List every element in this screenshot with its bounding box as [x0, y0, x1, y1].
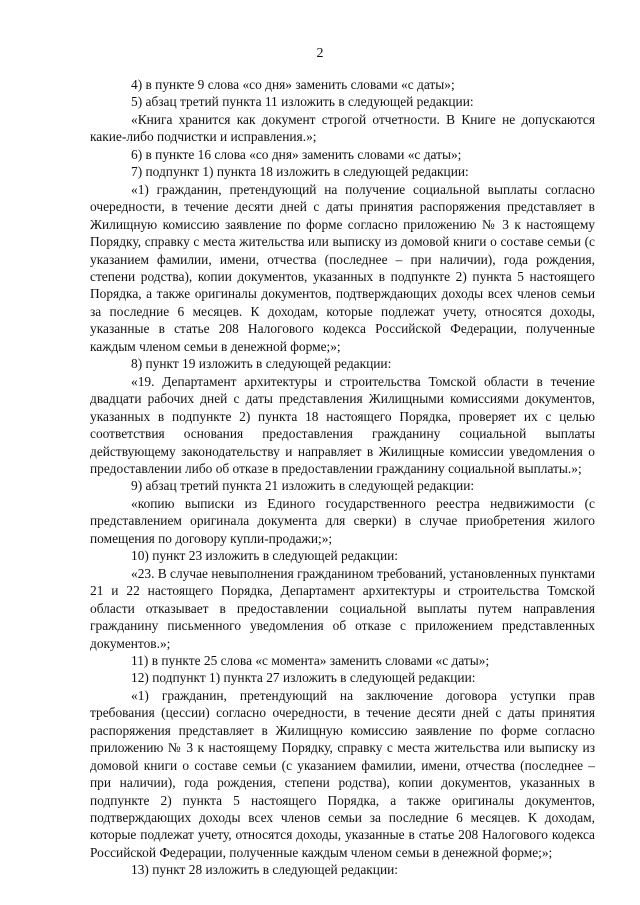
paragraph-item-10: 10) пункт 23 изложить в следующей редакции: [131, 548, 399, 564]
paragraph-item-5: 5) абзац третий пункта 11 изложить в следующей редакции: [131, 94, 474, 110]
paragraph-quote-clause-23: «23. В случае невыполнения гражданином требований, установленных пунктами 21 и 22 настоящего Порядка, Департамент архитектуры и строительства Томской области отказывает в предоставлении социальной выплаты путем направления гражданину письменного уведомления об отказе с приложением представленных документов.»; [90, 565, 595, 651]
paragraph-item-11: 11) в пункте 25 слова «с момента» заменить словами «с даты»; [131, 652, 490, 668]
paragraph-quote-clause-21: «копию выписки из Единого государственного реестра недвижимости (с представлением оригинала документа для сверки) в случае приобретения жилого помещения по договору купли-продажи;»; [90, 495, 595, 546]
paragraph-quote-clause-27: «1) гражданин, претендующий на заключение договора уступки прав требования (цессии) согласно очередности, в течение десяти дней с даты принятия распоряжения представляет в Жилищную комиссию заявление по форме согласно приложению № 3 к настоящему Порядку, справку с места жительства или выписку из домовой книги о составе семьи (с указанием фамилии, имени, отчества (последнее – при наличии), года рождения, степени родства), копии документов, указанных в подпункте 2) пункта 5 настоящего Порядка, а также оригиналы документов, подтверждающих доходы всех членов семьи за последние 6 месяцев. К доходам, которые подлежат учету, относятся доходы, указанные в статье 208 Налогового кодекса Российской Федерации, полученные каждым членом семьи в денежной форме;»; [90, 687, 595, 860]
paragraph-quote-clause-19: «19. Департамент архитектуры и строительства Томской области в течение двадцати рабочих дней с даты представления Жилищными комиссиями документов, указанных в подпункте 2) пункта 18 настоящего Порядка, проверяет их с целью соответствия основания предоставления гражданину социальной выплаты действующему законодательству и направляет в Жилищные комиссии уведомления о предоставлении либо об отказе в предоставлении гражданину социальной выплаты.»; [90, 373, 595, 476]
document-body [90, 76, 595, 879]
paragraph-item-7: 7) подпункт 1) пункта 18 изложить в следующей редакции: [131, 164, 469, 180]
paragraph-item-9: 9) абзац третий пункта 21 изложить в следующей редакции: [131, 478, 475, 494]
paragraph-quote-clause-18: «1) гражданин, претендующий на получение социальной выплаты согласно очередности, в течение десяти дней с даты принятия распоряжения представляет в Жилищную комиссию заявление по форме согласно приложению № 3 к настоящему Порядку, справку с места жительства или выписку из домовой книги о составе семьи (с указанием фамилии, имени, отчества (последнее – при наличии), года рождения, степени родства), копии документов, указанных в подпункте 2) пункта 5 настоящего Порядка, а также оригиналы документов, подтверждающих доходы всех членов семьи за последние 6 месяцев. К доходам, которые подлежат учету, относятся доходы, указанные в статье 208 Налогового кодекса Российской Федерации, полученные каждым членом семьи в денежной форме;»; [90, 181, 595, 354]
paragraph-item-13: 13) пункт 28 изложить в следующей редакции: [131, 862, 399, 878]
paragraph-item-8: 8) пункт 19 изложить в следующей редакции: [131, 356, 392, 372]
paragraph-item-4: 4) в пункте 9 слова «со дня» заменить словами «с даты»; [131, 77, 455, 92]
page-number: 2 [316, 46, 324, 61]
paragraph-item-12: 12) подпункт 1) пункта 27 изложить в следующей редакции: [131, 670, 476, 686]
paragraph-item-6: 6) в пункте 16 слова «со дня» заменить словами «с даты»; [131, 146, 462, 162]
paragraph-quote-book: «Книга хранится как документ строгой отчетности. В Книге не допускаются какие-либо подчистки и исправления.»; [90, 111, 595, 145]
